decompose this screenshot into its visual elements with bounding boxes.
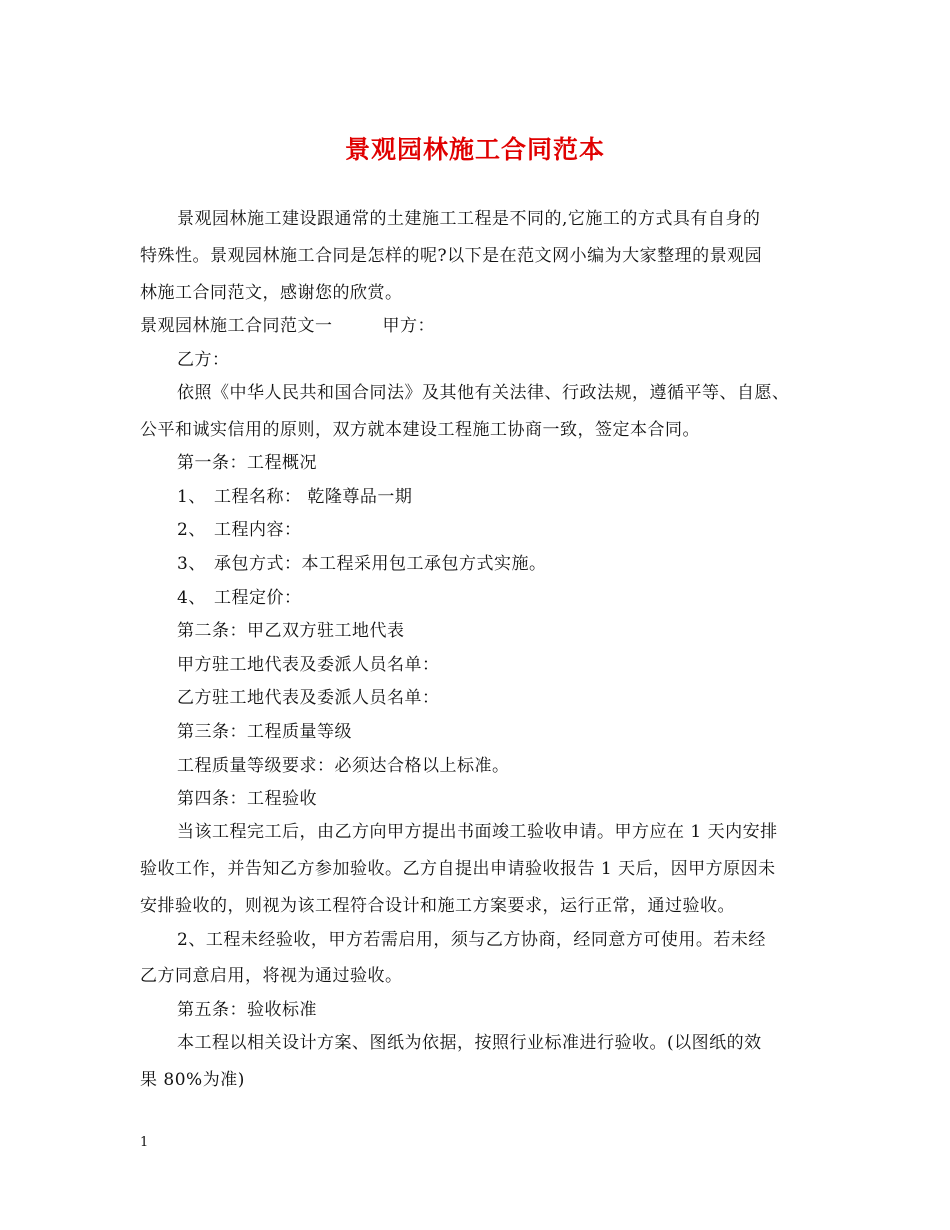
party-b-label: 乙方： — [177, 350, 230, 370]
article5-para-line-1: 本工程以相关设计方案、图纸为依据，按照行业标准进行验收。(以图纸的效 — [177, 1033, 762, 1053]
intro-line-3: 林施工合同范文，感谢您的欣赏。 — [140, 283, 403, 303]
article2-line-1: 甲方驻工地代表及委派人员名单： — [177, 655, 440, 675]
item-text: 承包方式：本工程采用包工承包方式实施。 — [214, 554, 547, 574]
item-number: 3、 — [177, 554, 206, 574]
article4-para2-line-2: 乙方同意启用，将视为通过验收。 — [140, 966, 403, 986]
document-title: 景观园林施工合同范本 — [344, 135, 605, 164]
item-text: 工程内容： — [214, 520, 302, 540]
article3-heading: 第三条：工程质量等级 — [177, 722, 352, 742]
article4-para1-line-3: 安排验收的，则视为该工程符合设计和施工方案要求，运行正常，通过验收。 — [140, 896, 735, 916]
article1-item-4 — [177, 586, 302, 610]
article4-heading: 第四条：工程验收 — [177, 789, 317, 809]
article1-item-1 — [177, 485, 412, 509]
article2-line-2: 乙方驻工地代表及委派人员名单： — [177, 688, 440, 708]
item-number: 1、 — [177, 487, 206, 507]
item-text: 工程名称： 乾隆尊品一期 — [214, 487, 413, 507]
party-a-label: 甲方： — [382, 316, 435, 336]
sample-heading-row — [140, 314, 435, 338]
article5-heading: 第五条：验收标准 — [177, 1000, 317, 1020]
article3-text: 工程质量等级要求：必须达合格以上标准。 — [177, 756, 510, 776]
article4-para1-line-1: 当该工程完工后，由乙方向甲方提出书面竣工验收申请。甲方应在 1 天内安排 — [177, 822, 778, 842]
intro-line-2: 特殊性。景观园林施工合同是怎样的呢?以下是在范文网小编为大家整理的景观园 — [140, 246, 763, 266]
article4-para1-line-2: 验收工作，并告知乙方参加验收。乙方自提出申请验收报告 1 天后，因甲方原因未 — [140, 859, 776, 879]
article4-para2-line-1: 2、工程未经验收，甲方若需启用，须与乙方协商，经同意方可使用。若未经 — [177, 930, 766, 950]
article1-item-2 — [177, 518, 302, 542]
preamble-line-1: 依照《中华人民共和国合同法》及其他有关法律、行政法规，遵循平等、自愿、 — [177, 383, 790, 403]
item-text: 工程定价： — [214, 588, 302, 608]
article2-heading: 第二条：甲乙双方驻工地代表 — [177, 621, 405, 641]
item-number: 4、 — [177, 588, 206, 608]
article1-item-3 — [177, 552, 547, 576]
preamble-line-2: 公平和诚实信用的原则，双方就本建设工程施工协商一致，签定本合同。 — [140, 420, 700, 440]
page-number: 1 — [140, 1135, 149, 1150]
article1-heading: 第一条：工程概况 — [177, 453, 317, 473]
intro-line-1: 景观园林施工建设跟通常的土建施工工程是不同的,它施工的方式具有自身的 — [177, 209, 761, 229]
article5-para-line-2: 果 80%为准) — [140, 1070, 245, 1090]
item-number: 2、 — [177, 520, 206, 540]
sample-heading: 景观园林施工合同范文一 — [140, 316, 333, 336]
